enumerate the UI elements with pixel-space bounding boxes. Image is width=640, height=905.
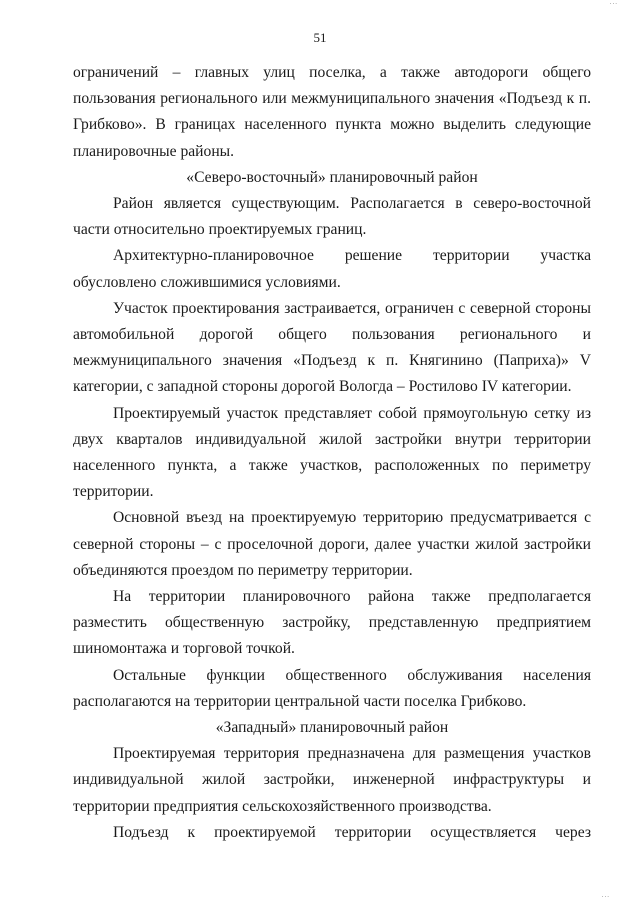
paragraph: Архитектурно-планировочное решение территории участка обусловлено сложившимися условиями. [73, 247, 591, 291]
document-body [73, 60, 591, 846]
paragraph: На территории планировочного района также предполагается разместить общественную застройку, представленную предприятием шиномонтажа и торговой точкой. [73, 588, 591, 658]
paragraph-continuation: ограничений – главных улиц поселка, а также автодороги общего пользования регионального или межмуниципального значения «Подъезд к п. Грибково». В границах населенного пункта можно выделить следующие планировочные районы. [73, 64, 591, 160]
paragraph: Проектируемая территория предназначена для размещения участков индивидуальной жилой застройки, инженерной инфраструктуры и территории предприятия сельскохозяйственного производства. [73, 745, 591, 815]
corner-mark-bottom: ... [601, 891, 610, 899]
paragraph: Участок проектирования застраивается, ограничен с северной стороны автомобильной дорогой общего пользования регионального и межмуниципального значения «Подъезд к п. Княгинино (Паприха)» V категории, с западной стороны дорогой Вологда – Ростилово IV категории. [73, 299, 591, 396]
section-heading-northeast: «Северо-восточный» планировочный район [186, 168, 478, 186]
page-number: 51 [313, 30, 327, 45]
paragraph-truncated: Подъезд к проектируемой территории осуществляется через [113, 823, 591, 841]
paragraph: Основной въезд на проектируемую территорию предусматривается с северной стороны – с проселочной дороги, далее участки жилой застройки объединяются проездом по периметру территории. [73, 509, 591, 579]
corner-mark-top: ... [609, 0, 618, 6]
section-heading-west: «Западный» планировочный район [215, 719, 449, 737]
paragraph: Проектируемый участок представляет собой прямоугольную сетку из двух кварталов индивидуальной жилой застройки внутри территории населенного пункта, а также участков, расположенных по периметру территории. [73, 404, 591, 501]
paragraph: Остальные функции общественного обслуживания населения располагаются на территории центральной части поселка Грибково. [73, 666, 591, 710]
paragraph: Район является существующим. Располагается в северо-восточной части относительно проектируемых границ. [73, 195, 591, 239]
